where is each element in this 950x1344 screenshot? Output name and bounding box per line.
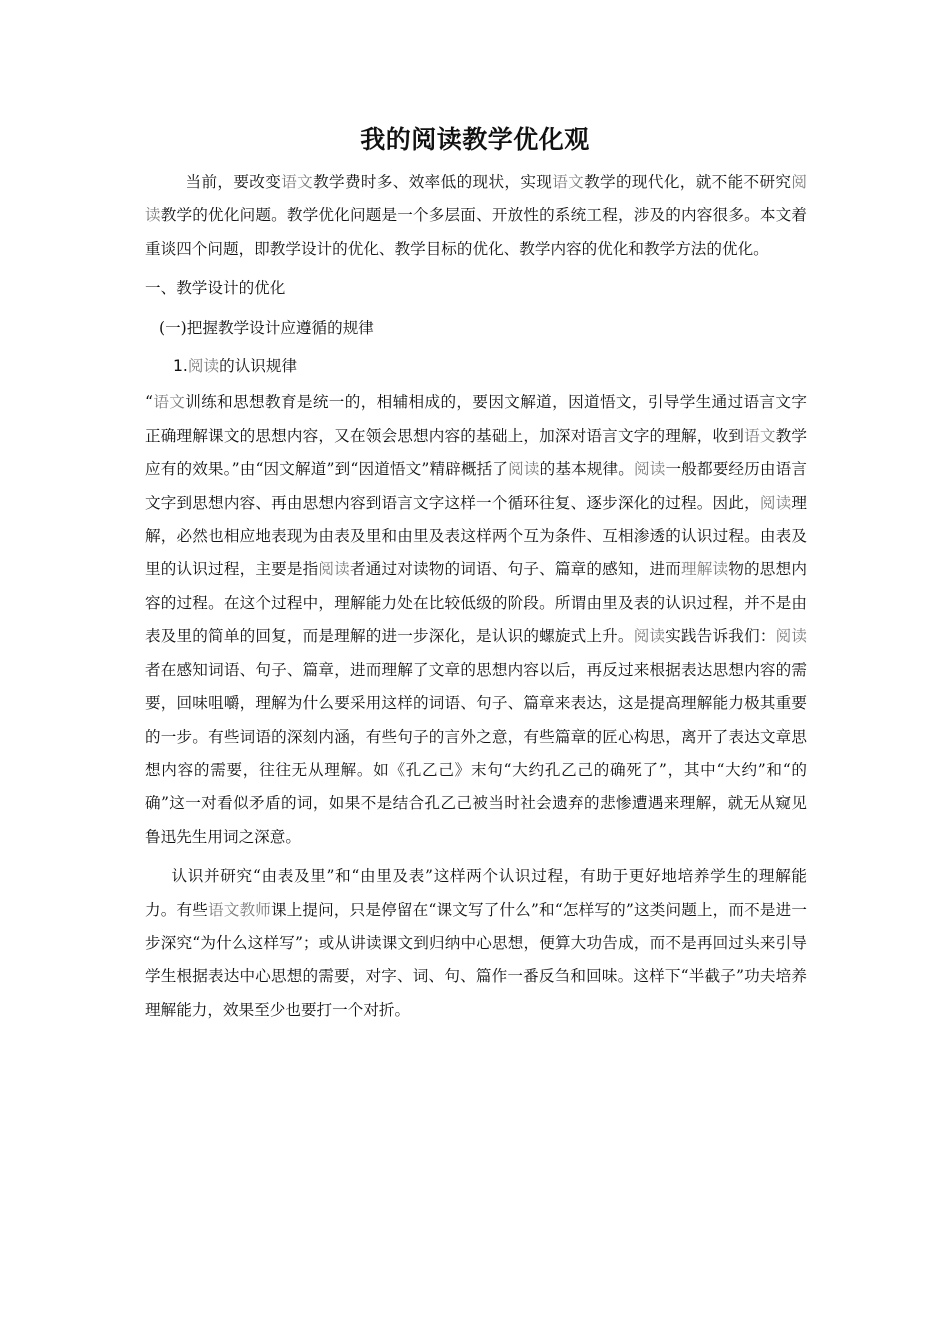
- heading-point-1: [145, 350, 807, 383]
- document-title: 我的阅读教学优化观: [360, 125, 590, 154]
- keyword-link-text: 语文教师: [207, 900, 271, 919]
- heading-section-1: [145, 272, 807, 305]
- keyword-link-text: 阅读: [633, 627, 666, 646]
- keyword-link-text: 阅读: [187, 357, 220, 376]
- paragraph-two-processes: [145, 860, 807, 1027]
- text-segment: 教学应有的效果。”由“因文解道”到“因道悟文”精辟概括了: [145, 426, 807, 479]
- text-segment: (一)把握教学设计应遵循的规律: [159, 318, 374, 337]
- text-segment: 教学的现代化，就不能不研究: [584, 173, 792, 191]
- text-segment: 当前，要改变: [185, 173, 282, 191]
- keyword-link-text: 阅读: [508, 460, 540, 479]
- text-segment: 实践告诉我们：: [665, 627, 776, 646]
- text-segment: 一、教学设计的优化: [145, 279, 286, 298]
- keyword-link-text: 语文: [281, 173, 314, 191]
- heading-subsection-1: [145, 312, 807, 345]
- paragraph-intro: [145, 166, 807, 266]
- text-segment: 教学费时多、效率低的现状，实现: [313, 173, 553, 191]
- text-segment: 1.: [173, 357, 188, 376]
- keyword-link-text: 语文: [152, 393, 186, 412]
- keyword-link-text: 理解读: [680, 560, 729, 579]
- text-segment: 的基本规律。: [539, 460, 635, 479]
- text-segment: 物的思想内容的过程。在这个过程中，理解能力处在比较低级的阶段。所谓由里及表的认识过程，并不是由表及里的简单的回复，而是理解的进一步深化，是认识的螺旋式上升。: [145, 560, 807, 646]
- keyword-link-text: 阅读: [145, 173, 807, 225]
- keyword-link-text: 语文: [552, 173, 585, 191]
- keyword-link-text: 阅读: [775, 627, 807, 646]
- paragraph-reading-law: [145, 386, 807, 854]
- text-segment: 理解，必然也相应地表现为由表及里和由里及表这样两个互为条件、互相渗透的认识过程。由表及里的认识过程，主要是指: [145, 493, 807, 579]
- text-segment: 认识并研究“由表及里”和“由里及表”这样两个认识过程，有助于更好地培养学生的理解能力。有些: [145, 867, 807, 919]
- text-segment: “: [145, 393, 153, 412]
- text-segment: 的认识规律: [219, 357, 298, 376]
- text-segment: 者在感知词语、句子、篇章，进而理解了文章的思想内容以后，再反过来根据表达思想内容的需要，回味咀嚼，理解为什么要采用这样的词语、句子、篇章来表达，这是提高理解能力极其重要的一步。有些词语的深刻内涵，有些句子的言外之意，有些篇章的匠心构思，离开了表达文章思想内容的需要，往往无从理解。如《孔乙己》末句“大约孔乙己的确死了”，其中“大约”和“的确”这一对看似矛盾的词，如果不是结合孔乙己被当时社会遗弃的悲惨遭遇来理解，就无从窥见鲁迅先生用词之深意。: [145, 660, 807, 846]
- keyword-link-text: 阅读: [759, 493, 792, 512]
- text-segment: 课上提问，只是停留在“课文写了什么”和“怎样写的”这类问题上，而不是进一步深究“为什么这样写”；或从讲读课文到归纳中心思想，便算大功告成，而不是再回过头来引导学生根据表达中心思想的需要，对字、词、句、篇作一番反刍和回味。这样下“半截子”功夫培养理解能力，效果至少也要打一个对折。: [145, 900, 807, 1019]
- text-segment: 训练和思想教育是统一的，相辅相成的，要因文解道，因道悟文，引导学生通过语言文字正确理解课文的思想内容，又在领会思想内容的基础上，加深对语言文字的理解，收到: [145, 393, 807, 445]
- keyword-link-text: 阅读: [634, 460, 666, 479]
- text-segment: 教学的优化问题。教学优化问题是一个多层面、开放性的系统工程，涉及的内容很多。本文着重谈四个问题，即教学设计的优化、教学目标的优化、教学内容的优化和教学方法的优化。: [145, 206, 807, 258]
- text-segment: 一般都要经历由语言文字到思想内容、再由思想内容到语言文字这样一个循环往复、逐步深化的过程。因此，: [145, 460, 807, 512]
- document-body: [145, 166, 807, 1027]
- text-segment: 者通过对读物的词语、句子、篇章的感知，进而: [349, 560, 681, 579]
- keyword-link-text: 阅读: [318, 560, 350, 579]
- keyword-link-text: 语文: [744, 426, 776, 445]
